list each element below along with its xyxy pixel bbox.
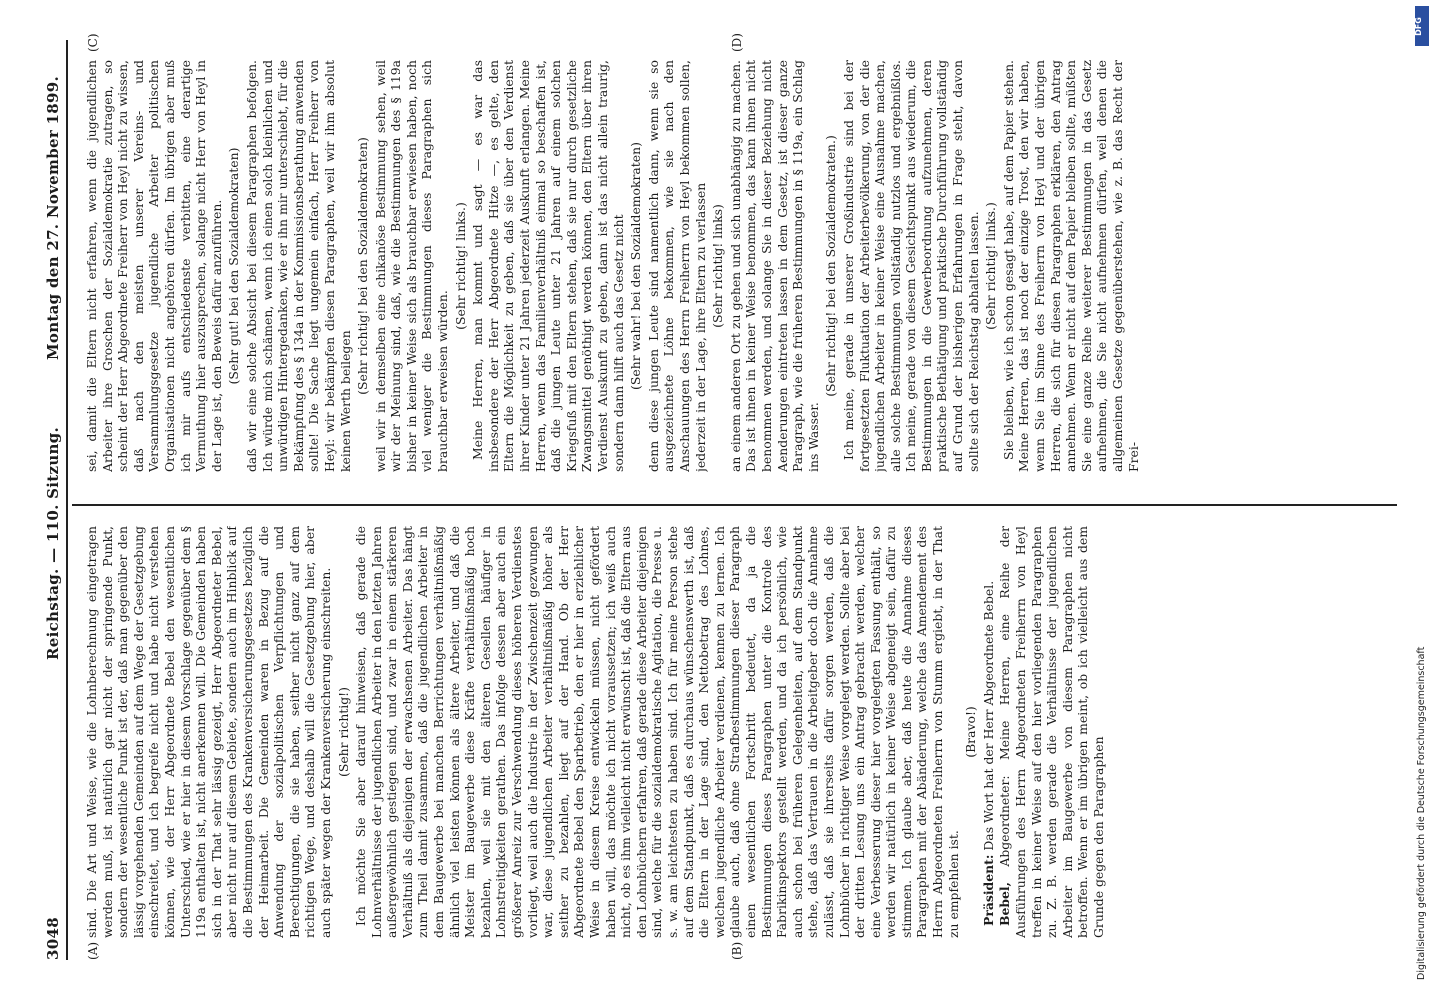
interjection: (Sehr richtig! links.) bbox=[983, 202, 999, 330]
left-text-column bbox=[84, 526, 1384, 938]
paragraph: weil wir in demselben eine chikanöse Bestimmung sehen, weil wir der Meinung sind, daß, wie die Bestimmungen des § 119a bisher in keiner Weise sich als brauchbar erwiesen haben, noch viel weniger die Bestimmungen dieses Paragraphen sich brauchbar erweisen würden. bbox=[372, 60, 451, 472]
page-number: 3048 bbox=[44, 917, 62, 960]
paragraph: sei, damit die Eltern nicht erfahren, wenn die jugendlichen Arbeiter ihre Groschen der Sozialdemokratie zutragen, so scheint der Herr Abgeordnete Freiherr von Heyl nicht zu wissen, daß nach den meisten unserer Vereins- und Versammlungsgesetze jugendliche Arbeiter politischen Organisationen nicht angehören dürfen. Im übrigen aber muß ich mir aufs entschiedenste verbitten, eine derartige Vermuthung hier auszusprechen, solange nicht Herr von Heyl in der Lage ist, den Beweis dafür anzuführen. bbox=[84, 60, 224, 472]
interjection: (Sehr wahr! bei den Sozialdemokraten) bbox=[628, 142, 644, 390]
session-date: Montag den 27. November 1899. bbox=[44, 75, 62, 360]
paragraph: sind. Die Art und Weise, wie die Lohnberechnung eingetragen werden muß, ist natürlich gar nicht der springende Punkt, sondern der wesentliche Punkt ist der, daß man gegenüber den lässig vorgehenden Gemeinden auf dem Wege der Gesetzgebung einschreitet, und ich begreife nicht und habe nicht verstehen können, wie der Herr Abgeordnete Bebel den wesentlichen Unterschied, wie er hier in diesem Vorschlage gegenüber dem § 119a enthalten ist, nicht anerkennen will. Die Gemeinden haben sich in der That sehr lässig gezeigt, Herr Abgeordneter Bebel, aber nicht nur auf diesem Gebiete, sondern auch im Hinblick auf die Bestimmungen des Krankenversicherungsgesetzes bezüglich der Heimarbeit. Die Gemeinden waren in Bezug auf die Anwendung der sozialpolitischen Verpflichtungen und Berechtigungen, die sie haben, seither nicht ganz auf dem richtigen Wege, und deshalb will die Gesetzgebung hier, aber auch später wegen der Krankenversicherung einschreiten. bbox=[84, 526, 333, 938]
interjection: (Sehr richtig! bei den Sozialdemokraten) bbox=[355, 137, 371, 395]
paragraph: Ich meine, gerade in unserer Großindustrie sind bei der fortgesetzten Fluktuation der Arbeiterbevölkerung, von der die jugendlichen Arbeiter in keiner Weise eine Ausnahme machen, alle solche Bestimmungen vollständig nutzlos und ergebnißlos. Ich meine, gerade von diesem Gesichtspunkt aus wiederum, die Bestimmungen in die Gewerbeordnung aufzunehmen, deren praktische Bethätigung und praktische Durchführung vollständig auf Grund der bisherigen Erfahrungen in Frage steht, davon sollte sich der Reichstag abhalten lassen. bbox=[840, 60, 981, 472]
interjection: (Sehr richtig! links.) bbox=[452, 202, 468, 330]
speaker-text: Das Wort hat der Herr Abgeordnete Bebel. bbox=[980, 580, 996, 851]
paragraph: denn diese jungen Leute sind namentlich dann, wenn sie so ausgezeichnete Löhne bekommen, wie sie nach den Anschauungen des Herrn Freiherrn von Heyl bekommen sollen, jederzeit in der Lage, ihre Eltern zu verlassen bbox=[645, 60, 708, 472]
interjection: (Sehr richtig! bei den Sozialdemokraten.) bbox=[823, 135, 839, 397]
paragraph: Ich möchte Sie aber darauf hinweisen, daß gerade die Lohnverhältnisse der jugendlichen Arbeiter in den letzten Jahren außergewöhnlich gestiegen sind, und zwar in einem stärkeren Verhältniß als diejenigen der erwachsenen Arbeiter. Das hängt zum Theil damit zusammen, daß die jugendlichen Arbeiter in dem Baugewerbe bei manchen Berrichtungen verhältnißmäßig ähnlich viel leisten können als ältere Arbeiter, und daß die Meister im Baugewerbe diese Kräfte verhältnißmäßig hoch bezahlen, weil sie mit den älteren Gesellen häufiger in Lohnstreitigkeiten gerathen. Das infolge dessen aber auch ein größerer Anreiz zur Verschwendung dieses höheren Verdienstes vorliegt, weil auch die Industrie in der Zwischenzeit gezwungen war, diese jugendlichen Arbeiter verhältnißmäßig höher als seither zu bezahlen, liegt auf der Hand. Ob der Herr Abgeordnete Bebel den Sparbetrieb, den er hier in erziehlicher Weise in diesem Kreise entwickeln müssen, nicht gefördert haben will, das möchte ich nicht voraussetzen; ich weiß auch nicht, ob es ihm vielleicht nicht erwünscht ist, daß die Eltern aus den Lohnbüchern erfahren, daß gerade diese Arbeiter diejenigen sind, welche für die sozialdemokratische Agitation, die Presse u. s. w. am leichtesten zu haben sind. Ich für meine Person stehe auf dem Standpunkt, daß es durchaus wünschenswerth ist, daß die Eltern in der Lage sind, den Nettobetrag des Lohnes, welchen jugendliche Arbeiter verdienen, kennen zu lernen. Ich glaube auch, daß ohne Strafbestimmungen dieser Paragraph einen wesentlichen Fortschritt bedeutet, da ja die Bestimmungen dieses Paragraphen unter die Kontrole des Fabrikinspektors gestellt werden, und da ich persönlich, wie auch schon bei früheren Gelegenheiten, auf dem Standpunkt stehe, daß das Vertrauen in die Arbeitgeber doch die Annahme zulässt, daß sie ihrerseits dafür sorgen werden, daß die Lohnbücher in richtiger Weise vorgelegt werden. Sollte aber bei der dritten Lesung uns ein Antrag gebracht werden, welcher eine Verbesserung dieser hier vorgelegten Fassung enthält, so werden wir natürlich in keiner Weise abgeneigt sein, dafür zu stimmen. Ich glaube aber, daß heute die Annahme dieses Paragraphen mit der Abänderung, welche das Amendement des Herrn Abgeordneten Freiherrn von Stumm ergiebt, in der That zu empfehlen ist. bbox=[353, 526, 961, 938]
margin-marker-b: (B) bbox=[730, 941, 744, 960]
margin-marker-a: (A) bbox=[86, 941, 100, 960]
speaker-text: Abgeordneter: Meine Herren, eine Reihe der Ausführungen des Herrn Abgeordneten Freiherrn von Heyl treffen in keiner Weise auf den hier vorliegenden Paragraphen zu. Z. B. werden gerade die Verhältnisse der jugendlichen Arbeiter im Baugewerbe von diesem Paragraphen nicht betroffen. Wenn er im übrigen meint, ob ich vielleicht aus dem Grunde gegen den Paragraphen bbox=[997, 526, 1106, 938]
speaker-name: Bebel, bbox=[997, 882, 1013, 926]
speaker-name: Präsident: bbox=[980, 854, 996, 926]
interjection: (Sehr richtig!) bbox=[335, 687, 351, 777]
dfg-logo: DFG bbox=[1415, 6, 1429, 46]
interjection: (Sehr gut! bei den Sozialdemokraten) bbox=[226, 147, 242, 385]
paragraph: Sie bleiben, wie ich schon gesagt habe, auf dem Papier stehen. Meine Herren, das ist noch der einzige Trost, den wir haben, wenn Sie im Sinne des Freiherrn von Heyl und der übrigen Herren, die sich für diesen Paragraphen erklären, den Antrag annehmen. Wenn er nicht auf dem Papier bleiben sollte, müßten Sie eine ganze Reihe weiterer Bestimmungen in das Gesetz aufnehmen, die Sie nicht aufnehmen dürfen, weil denen die allgemeinen Gesetze gegenüberstehen, wie z. B. das Recht der Frei- bbox=[1000, 60, 1141, 472]
margin-marker-d: (D) bbox=[730, 33, 744, 52]
digitization-watermark bbox=[1412, 0, 1434, 1000]
session-title: Reichstag. — 110. Sitzung. bbox=[44, 426, 62, 660]
column-divider bbox=[72, 504, 1397, 506]
interjection: (Bravo!) bbox=[963, 706, 979, 758]
margin-marker-c: (C) bbox=[86, 33, 100, 52]
right-text-column bbox=[84, 60, 1384, 472]
paragraph: an einem anderen Ort zu gehen und sich unabhängig zu machen. Das ist ihnen in keiner Weise benommen, das kann ihnen nicht benommen werden, und solange Sie in dieser Beziehung nicht Aenderungen eintreten lassen in dem Gesetz, ist dieser ganze Paragraph, wie die früheren Bestimmungen in § 119a, ein Schlag ins Wasser. bbox=[727, 60, 821, 472]
interjection: (Sehr richtig! links) bbox=[710, 204, 726, 328]
header-divider bbox=[66, 40, 68, 960]
paragraph: daß wir eine solche Absicht bei diesem Paragraphen befolgen. Ich würde mich schämen, wenn ich einen solch kleinlichen und unwürdigen Hintergedanken, wie er ihn mir unterschiebt, für die Bekämpfung des § 134a in der Kommissionsberathung anwenden sollte! Die Sache liegt ungemein einfach, Herr Freiherr von Heyl: wir bekämpfen diesen Paragraphen, weil wir ihm absolut keinen Werth beilegen bbox=[243, 60, 353, 472]
watermark-text: Digitalisierung gefördert durch die Deutsche Forschungsgemeinschaft bbox=[1416, 646, 1427, 980]
paragraph: Meine Herren, man kommt und sagt — es war das insbesondere der Herr Abgeordnete Hitze —, es gelte, den Eltern die Möglichkeit zu geben, daß sie über den Verdienst ihrer Kinder unter 21 Jahren jederzeit Auskunft erlangen. Meine Herren, wenn das Familienverhältniß einmal so beschaffen ist, daß die jungen Leute unter 21 Jahren auf einem solchen Kriegsfuß mit den Eltern stehen, daß sie nur durch gesetzliche Zwangsmittel genöthigt werden können, den Eltern über ihren Verdienst Auskunft zu geben, dann ist das nicht allein traurig, sondern dann hilft auch das Gesetz nicht bbox=[470, 60, 626, 472]
